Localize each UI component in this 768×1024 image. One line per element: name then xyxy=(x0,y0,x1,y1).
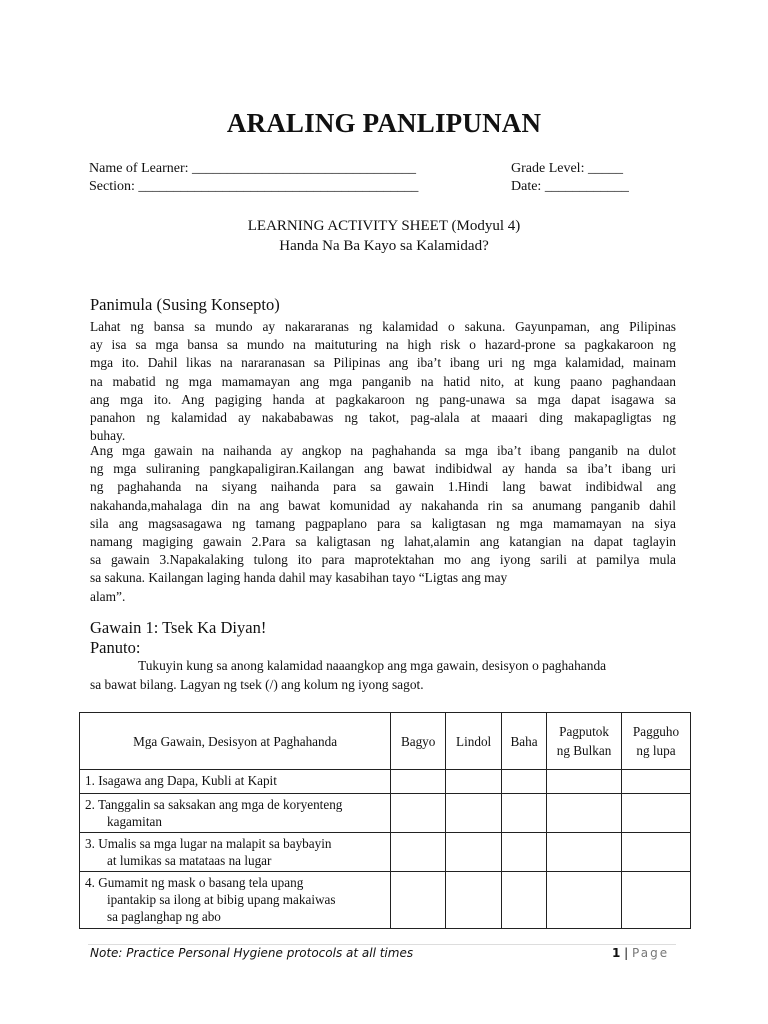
table-row xyxy=(80,794,691,833)
paragraph-line: na mabatid ng mga mamamayan ang mga panganib na hatid nito, at kung paano paghandaan xyxy=(90,373,676,389)
paragraph-line: sila ang magsasagawa ng tamang pagpaplano para sa kaligtasan ng mga mamamayan na siya xyxy=(90,515,676,531)
check-cell[interactable] xyxy=(391,833,446,872)
paragraph-line: Ang mga gawain na naihanda ay angkop na paghahanda sa mga iba’t ibang panganib na dulot xyxy=(90,443,676,458)
header-lindol: Lindol xyxy=(446,713,502,770)
page-separator: | xyxy=(620,946,633,960)
row-text-cont: sa paglanghap ng abo xyxy=(107,909,221,924)
sheet-title: LEARNING ACTIVITY SHEET (Modyul 4) xyxy=(247,218,521,234)
header-pagputok-ng-bulkan xyxy=(547,713,622,770)
intro-paragraph-1 xyxy=(90,318,676,445)
panuto-label: Panuto: xyxy=(90,638,141,657)
check-cell[interactable] xyxy=(502,770,547,794)
instruction-line-2: sa bawat bilang. Lagyan ng tsek (/) ang kolum ng iyong sagot. xyxy=(90,677,424,692)
date-field: Date: ____________ xyxy=(511,179,629,194)
row-text-cont: at lumikas sa matataas na lugar xyxy=(107,853,272,868)
header-pagguho-ng-lupa xyxy=(622,713,691,770)
paragraph-line: namang magiging gawain 2.Para sa kaligtasan ng lahat,alamin ang katangian na dapat taglayin xyxy=(90,534,676,550)
row-text: 3. Umalis sa mga lugar na malapit sa baybayin xyxy=(85,836,332,851)
check-cell[interactable] xyxy=(446,833,502,872)
paragraph-line: ay isa sa mga bansa sa mundo na maituturing na high risk o hazard-prone sa pagkakaroon ng xyxy=(90,337,676,353)
page-number xyxy=(612,946,669,960)
row-1-activity xyxy=(80,770,391,794)
section-field: Section: ________________________________________ xyxy=(89,179,419,194)
row-text-cont: kagamitan xyxy=(107,814,162,829)
check-cell[interactable] xyxy=(391,794,446,833)
paragraph-line: ang mga ito. Ang pagiging handa at pagkakaroon ng pang-unawa sa mga dapat isagawa sa xyxy=(90,391,676,407)
document-title: ARALING PANLIPUNAN xyxy=(226,108,542,138)
check-cell[interactable] xyxy=(502,833,547,872)
paragraph-line: ng paghahanda na siyang naihanda para sa gawain 1.Hindi lang bawat indibidwal ang xyxy=(90,479,676,495)
row-text-cont: ipantakip sa ilong at bibig upang makaiwas xyxy=(107,892,336,907)
check-cell[interactable] xyxy=(547,872,622,929)
table-row xyxy=(80,833,691,872)
page-number-value: 1 xyxy=(612,946,621,960)
intro-paragraph-2 xyxy=(90,442,676,606)
learner-name-field: Name of Learner: ________________________________ xyxy=(89,161,416,176)
check-cell[interactable] xyxy=(391,770,446,794)
intro-heading: Panimula (Susing Konsepto) xyxy=(90,295,280,314)
check-cell[interactable] xyxy=(446,872,502,929)
table-row xyxy=(80,872,691,929)
footer-note: Note: Practice Personal Hygiene protocols at all times xyxy=(90,946,414,960)
row-4-activity xyxy=(80,872,391,929)
row-text: 2. Tanggalin sa saksakan ang mga de koryenteng xyxy=(85,797,343,812)
check-cell[interactable] xyxy=(547,794,622,833)
row-3-activity xyxy=(80,833,391,872)
grade-level-field: Grade Level: _____ xyxy=(511,161,623,176)
table-row xyxy=(80,770,691,794)
paragraph-line: sa sakuna. Kailangan laging handa dahil may kasabihan tayo “Ligtas ang may xyxy=(90,570,508,586)
paragraph-line: nakahanda,mahalaga din na ang bawat komunidad ay nakahanda rin sa anumang panganib dahil xyxy=(90,497,676,513)
footer-divider xyxy=(88,944,676,945)
row-text: 1. Isagawa ang Dapa, Kubli at Kapit xyxy=(85,773,277,788)
check-cell[interactable] xyxy=(622,833,691,872)
row-text: 4. Gumamit ng mask o basang tela upang xyxy=(85,875,304,890)
paragraph-line: panahon ng kalamidad ay nakababawas ng takot, pag-alala at maaari ding makapagligtas ng xyxy=(90,410,676,426)
paragraph-line: Lahat ng bansa sa mundo ay nakararanas ng kalamidad o sakuna. Gayunpaman, ang Pilipinas xyxy=(90,319,676,334)
paragraph-line: mga ito. Dahil likas na nararanasan sa Pilipinas ang iba’t ibang uri ng mga kalamidad, mainam xyxy=(90,355,676,371)
page-label: Page xyxy=(632,946,670,960)
activity-table xyxy=(79,712,691,929)
check-cell[interactable] xyxy=(446,770,502,794)
check-cell[interactable] xyxy=(622,794,691,833)
check-cell[interactable] xyxy=(622,770,691,794)
instruction-line-1: Tukuyin kung sa anong kalamidad naaangkop ang mga gawain, desisyon o paghahanda xyxy=(138,658,607,673)
sheet-subtitle: Handa Na Ba Kayo sa Kalamidad? xyxy=(279,238,489,254)
check-cell[interactable] xyxy=(547,833,622,872)
paragraph-line: alam”. xyxy=(90,588,126,604)
paragraph-line: buhay. xyxy=(90,428,126,444)
row-2-activity xyxy=(80,794,391,833)
header-bulkan-line-1: Pagputok xyxy=(559,724,609,739)
header-bagyo: Bagyo xyxy=(391,713,446,770)
paragraph-line: ng mga suliraning pangkapaligiran.Kailangan ang bawat indibidwal ay handa sa iba’t ibang uri xyxy=(90,461,676,477)
check-cell[interactable] xyxy=(446,794,502,833)
table-header-row xyxy=(80,713,691,770)
check-cell[interactable] xyxy=(502,872,547,929)
header-baha: Baha xyxy=(502,713,547,770)
check-cell[interactable] xyxy=(547,770,622,794)
check-cell[interactable] xyxy=(391,872,446,929)
activity-heading: Gawain 1: Tsek Ka Diyan! xyxy=(90,618,267,637)
header-guho-line-1: Pagguho xyxy=(632,724,680,739)
header-guho-line-2: ng lupa xyxy=(636,743,676,758)
check-cell[interactable] xyxy=(502,794,547,833)
header-bulkan-line-2: ng Bulkan xyxy=(556,743,612,758)
paragraph-line: sa gawain 3.Napakalaking tulong ito para maprotektahan mo ang iyong sarili at pamilya mula xyxy=(90,552,676,568)
header-activity: Mga Gawain, Desisyon at Paghahanda xyxy=(80,713,391,770)
check-cell[interactable] xyxy=(622,872,691,929)
